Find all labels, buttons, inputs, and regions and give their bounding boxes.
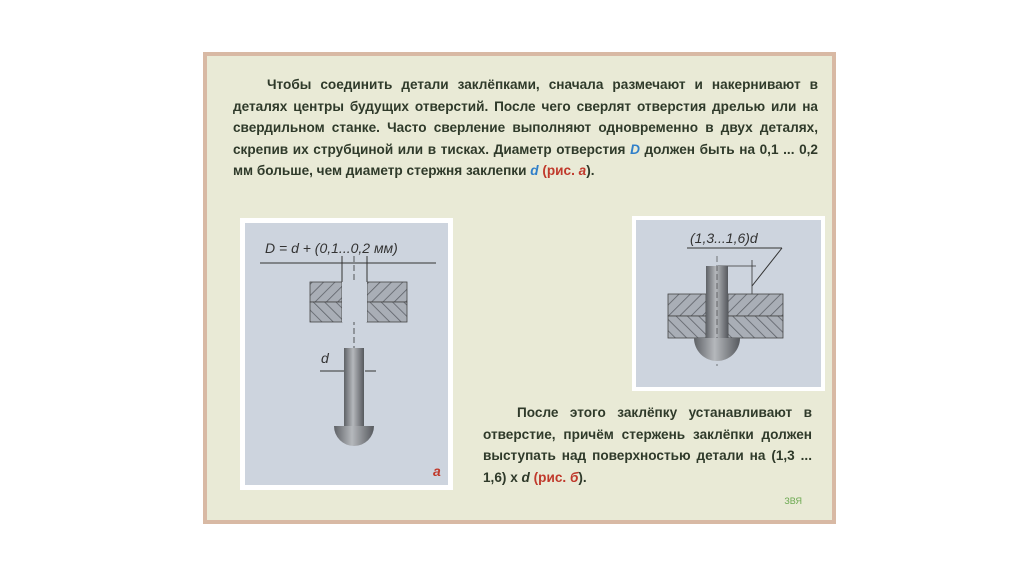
para2-ref-open: (рис.: [529, 469, 570, 485]
figure-a: [240, 218, 453, 490]
formula-b: (1,3...1,6)d: [690, 230, 758, 246]
para1-ref-close: ).: [586, 163, 595, 179]
para2-ref-close: ).: [578, 469, 587, 485]
symbol-d: d: [530, 163, 539, 179]
symbol-D: D: [630, 141, 640, 157]
second-paragraph: [483, 402, 812, 488]
para1-ref-letter: а: [578, 163, 587, 179]
watermark: ЗВЯ: [784, 496, 802, 506]
figure-a-drawing: [240, 218, 453, 490]
para1-ref-open: (рис.: [538, 163, 579, 179]
para1-text-2: должен быть на 0,1 ... 0,2 мм больше, чем диаметр стержня заклепки: [233, 141, 818, 179]
figure-a-label: а: [433, 463, 441, 479]
intro-paragraph: [233, 74, 818, 182]
slide: [203, 52, 836, 524]
para1-text-1: Чтобы соединить детали заклёпками, сначала размечают и накернивают в деталях центры будущих отверстий. После чего сверлят отверстия дрелью или на свердильном станке. Часто сверление выполняют одновременно в двух деталях, скрепив их струбциной или в тисках. Диаметр отверстия: [233, 77, 818, 157]
figure-b: [632, 216, 825, 391]
d-label-a: d: [321, 350, 329, 366]
formula-a: D = d + (0,1...0,2 мм): [265, 240, 398, 256]
para2-text-1: После этого заклёпку устанавливают в отверстие, причём стержень заклёпки должен выступать над поверхностью детали на (1,3 ... 1,6) х: [483, 405, 812, 485]
para2-symbol-d: d: [521, 469, 530, 485]
para2-ref-letter: б: [569, 469, 579, 485]
